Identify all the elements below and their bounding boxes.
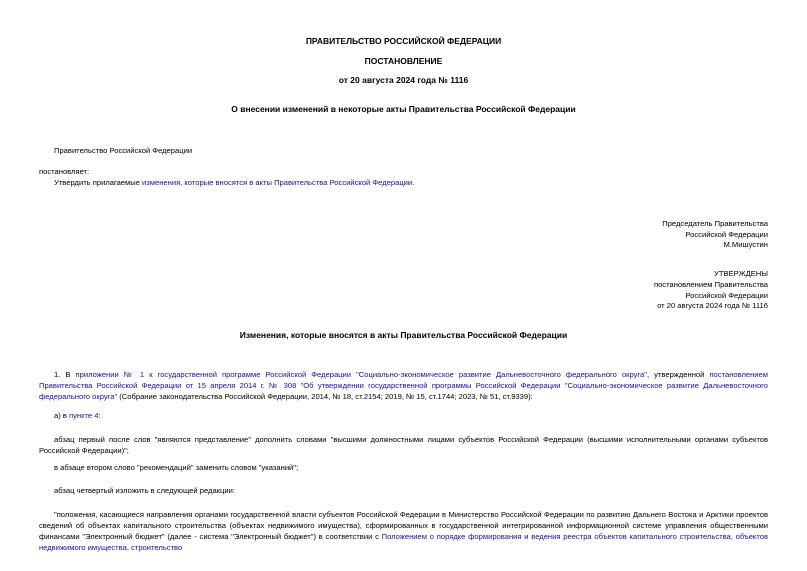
document-title: О внесении изменений в некоторые акты Правительства Российской Федерации xyxy=(231,104,576,114)
approved-date: от 20 августа 2024 года № 1116 xyxy=(657,301,768,310)
annex-program-link[interactable]: приложении № 1 к государственной программе Российской Федерации "Социально-экономическое развитие Дальневосточного федерального округа" xyxy=(75,370,647,379)
doc-type-heading: ПОСТАНОВЛЕНИЕ xyxy=(364,56,443,66)
point-4-link[interactable]: пункте 4 xyxy=(69,411,99,420)
signature-org: Российской Федерации xyxy=(685,230,768,239)
resolution-308-link[interactable]: постановлением Правительства Российской Федерации от 15 апреля 2014 г. № 308 "Об утверждении государственной программы Российской Федерации "Социально-экономическое развитие Дальневосточного федерального округа" xyxy=(39,370,768,401)
item-1-paragraph xyxy=(39,369,768,402)
subitem-a-prefix: а) в xyxy=(54,411,70,420)
approve-changes-link[interactable]: изменения, которые вносятся в акты Правительства Российской Федерации xyxy=(142,178,413,187)
subitem-a xyxy=(54,410,101,421)
quoted-new-paragraph xyxy=(39,509,768,553)
approve-paragraph xyxy=(54,177,414,188)
registry-regulation-link[interactable]: Положением о порядке формирования и ведения реестра объектов капитального строительства, объектов недвижимого имущества, строительство xyxy=(39,532,768,552)
paragraph-fourth-intro: абзац четвертый изложить в следующей редакции: xyxy=(54,486,235,495)
subitem-a-suffix: : xyxy=(98,411,101,420)
quoted-text: "положения, касающиеся направления органами государственной власти субъектов Российской Федерации в Министерство Российской Федерации по развитию Дальнего Востока и Арктики проектов сведений об объектах капитального строительства (объектах недвижимого имущества), сформированных в государственной интегрированной информационной системе управления общественными финансами "Электронный бюджет" (далее - система "Электронный бюджет") в соответствии с xyxy=(39,510,768,541)
government-subject: Правительство Российской Федерации xyxy=(54,146,193,155)
signature-name: М.Мишустин xyxy=(723,240,768,249)
signature-position: Председатель Правительства xyxy=(662,219,768,228)
item-1-tail: (Собрание законодательства Российской Федерации, 2014, № 18, ст.2154; 2019, № 15, ст.1744; 2023, № 51, ст.9339): xyxy=(117,392,533,401)
item-1-mid: , утвержденной xyxy=(646,370,710,379)
date-number-heading: от 20 августа 2024 года № 1116 xyxy=(338,75,469,85)
paragraph-first-amendment: абзац первый после слов "являются представление" дополнить словами "высшими должностными лицами субъектов Российской Федерации (высшими исполнительными органами субъектов Российской Федерации)"; xyxy=(39,435,768,455)
item-1-lead: 1. В xyxy=(54,370,76,379)
approved-by: постановлением Правительства xyxy=(653,280,768,289)
paragraph-second-amendment: в абзаце втором слово "рекомендаций" заменить словом "указаний"; xyxy=(54,463,299,472)
annex-title: Изменения, которые вносятся в акты Правительства Российской Федерации xyxy=(239,330,568,340)
approve-prefix: Утвердить прилагаемые xyxy=(54,178,143,187)
decides-text: постановляет: xyxy=(39,167,90,176)
approved-org: Российской Федерации xyxy=(685,291,768,300)
org-heading: ПРАВИТЕЛЬСТВО РОССИЙСКОЙ ФЕДЕРАЦИИ xyxy=(305,36,502,46)
approved-label: УТВЕРЖДЕНЫ xyxy=(714,269,768,278)
approve-suffix: . xyxy=(412,178,415,187)
